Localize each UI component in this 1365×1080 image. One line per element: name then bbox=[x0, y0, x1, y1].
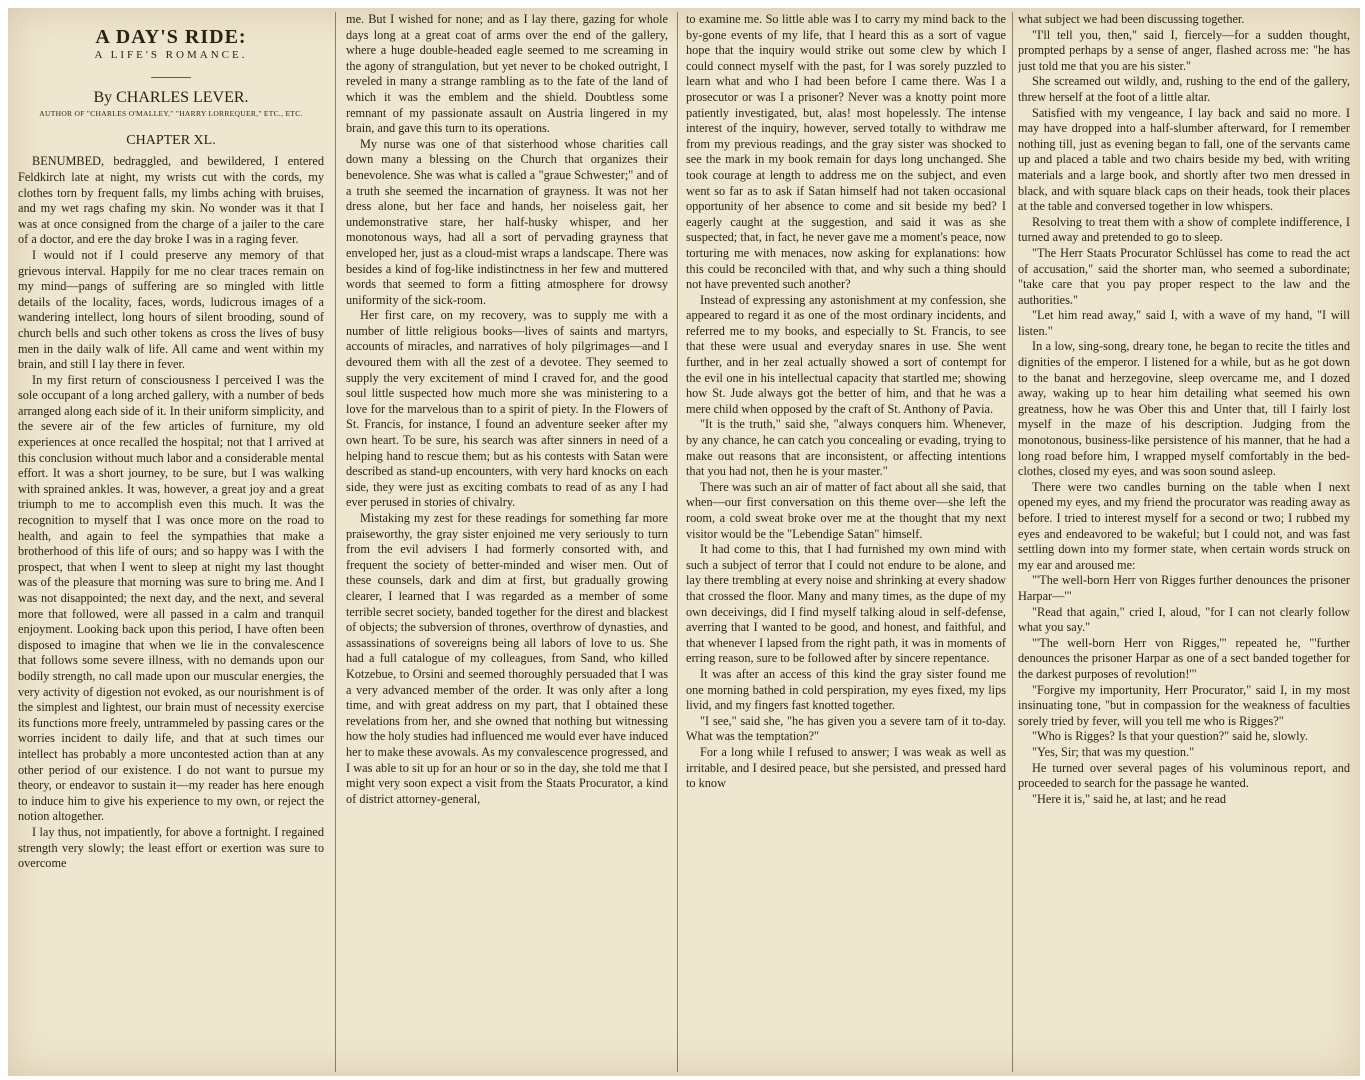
paragraph: I lay thus, not impatiently, for above a fortnight. I regained strength very slowly; the least effort or exertion was sure to overcome bbox=[18, 824, 324, 871]
paragraph: Satisfied with my vengeance, I lay back and said no more. I may have dropped into a half-slumber afterward, for I remember nothing till, just as evening began to fall, one of the servants came up and placed a table and two chairs beside my bed, with writing materials and a large book, and shortly after two men dressed in black, and with square black caps on their heads, took their places at the table and conversed together in low whispers. bbox=[1018, 105, 1350, 214]
paragraph: to examine me. So little able was I to carry my mind back to the by-gone events of my life, that I heard this as a sort of vague hope that the inquiry would strike out some clew by which I could connect myself with the past, for I was sorely puzzled to learn what and who I had been before I came there. Was I a prosecutor or was I a prisoner? Never was a knotty point more patiently investigated, but, alas! most hopelessly. The intense interest of the inquiry, however, served totally to withdraw me from my previous readings, and the gray sister was shocked to see the mark in my book remain for days long unchanged. She took courage at length to address me on the subject, and even went so far as to ask if Satan himself had not taken occasional opportunity of her absence to come and sit beside my bed? I eagerly caught at the suggestion, and said it was as she suspected; that, in fact, he never gave me a moment's peace, now torturing me with menaces, now asking for explanations: how this could be reconciled with that, and why such a thing should not have prevented such another? bbox=[686, 12, 1006, 292]
chapter-heading: CHAPTER XL. bbox=[126, 132, 216, 148]
paragraph: She screamed out wildly, and, rushing to the end of the gallery, threw herself at the foot of a little altar. bbox=[1018, 74, 1350, 104]
paragraph: Mistaking my zest for these readings for something far more praiseworthy, the gray sister enjoined me very seriously to turn from the evil advisers I had formerly consorted with, and frequent the society of better-minded and wiser men. Out of these counsels, dark and dim at first, but gradually growing clearer, I learned that I was regarded as a member of some terrible secret society, banded together for the direst and blackest of objects; the subversion of thrones, overthrow of dynasties, and assassinations of sovereigns being all labors of love to us. She had a full catalogue of my colleagues, from Sand, who killed Kotzebue, to Orsini and seemed thoroughly persuaded that I was a very advanced member of the order. It was only after a long time, and with great address on my part, that I obtained these revelations from her, and she owned that nothing but witnessing how the holy studies had influenced me would ever have induced her to make these avowals. As my convalescence progressed, and I was able to sit up for an hour or so in the day, she told me that I might very soon expect a visit from the Staats Procurator, a kind of district attorney-general, bbox=[346, 511, 668, 806]
paragraph: There was such an air of matter of fact about all she said, that when—our first conversation on this theme over—she left the room, a cold sweat broke over me at the thought that my next visitor would be the "Lebendige Satan" himself. bbox=[686, 479, 1006, 541]
paragraph: In my first return of consciousness I perceived I was the sole occupant of a long arched gallery, with a number of beds arranged along each side of it. In their uniform simplicity, and the severe air of the few articles of furniture, my old experiences at once recalled the hospital; not that I arrived at this conclusion without much labor and a considerable mental effort. It was a short journey, to be sure, but I was walking with sprained ankles. It was, however, a great joy and a great triumph to me to accomplish even this much. It was the recognition to myself that I was once more on the road to health, and again to feel the sympathies that make a brotherhood of this life of ours; and so happy was I with the prospect, that when I went to sleep at night my last thought was of the pleasure that morning was sure to bring me. And I was not disappointed; the next day, and the next, and several more that followed, were all passed in a calm and tranquil enjoyment. Looking back upon this period, I have often been disposed to imagine that when we lie in the convalescence that follows some severe illness, with no demands upon our bodily strength, no call made upon our muscular energies, the very activity of digestion not evoked, as our nourishment is of the simplest and lightest, our brain must of necessity exercise its functions more freely, untrammeled by passing cares or the worries incident to daily life, and that at such times our intellect has probably a more uncontested action than at any other period of our existence. I do not want to pursue my theory, or endeavor to sustain it—my reader has here enough to induce him to give his experience to my own, or reject the notion altogether. bbox=[18, 372, 324, 824]
column-rule bbox=[335, 12, 336, 1072]
paragraph: There were two candles burning on the table when I next opened my eyes, and my friend the procurator was reading away as before. I tried to interest myself for a second or two; I rubbed my eyes and endeavored to be wakeful; but I could not, and was fast settling down into my former state, when certain words struck on my ear and aroused me: bbox=[1018, 479, 1350, 572]
column-2 bbox=[346, 12, 668, 1072]
column-rule bbox=[1012, 12, 1013, 1072]
article-title: A DAY'S RIDE: bbox=[95, 26, 247, 48]
paragraph: "Yes, Sir; that was my question." bbox=[1032, 744, 1195, 759]
paragraph: My nurse was one of that sisterhood whose charities call down many a blessing on the Church that organizes their benevolence. She was what is called a "graue Schwester;" and of a truth she seemed the incarnation of grayness. It was not her dress alone, but her face and hands, her noiseless gait, her undemonstrative stare, her half-husky whisper, and her monotonous ways, had all a sort of pervading grayness that enveloped her, just as a cloud-mist wraps a landscape. There was besides a kind of fog-like indistinctness in her few and muttered words that seemed to form a fitting atmosphere for drowsy uniformity of the sick-room. bbox=[346, 136, 668, 307]
paragraph: "'The well-born Herr von Rigges further denounces the prisoner Harpar—'" bbox=[1018, 573, 1350, 603]
column-3 bbox=[686, 12, 1006, 1072]
paragraph: "It is the truth," said she, "always conquers him. Whenever, by any chance, he can catch you concealing or evading, trying to make out reasons that are inconsistent, or affecting intentions that you had not, then he is your master." bbox=[686, 417, 1006, 479]
paragraph: "I'll tell you, then," said I, fiercely—for a sudden thought, prompted perhaps by a sense of anger, flashed across me: "he has just told me that you are his sister." bbox=[1018, 27, 1350, 73]
column-rule bbox=[677, 12, 678, 1072]
paragraph: "Read that again," cried I, aloud, "for I can not clearly follow what you say." bbox=[1018, 604, 1350, 635]
paragraph: Her first care, on my recovery, was to supply me with a number of little religious books—lives of saints and martyrs, accounts of miracles, and narratives of holy pilgrimages—and I devoured them with all the zest of a devotee. They seemed to supply the very excitement of mind I craved for, and the good soul little suspected how much more she was ministering to a love for the marvelous than to a spirit of piety. In the Flowers of St. Francis, for instance, I found an adventure seeker after my own heart. To be sure, his search was after sinners in need of a helping hand to rescue them; but as his contests with Satan were described as stand-up encounters, with very hard knocks on each side, they were just as exciting combats to read of as any I had ever perused in stories of chivalry. bbox=[346, 308, 668, 510]
paragraph: "Who is Rigges? Is that your question?" said he, slowly. bbox=[1032, 729, 1308, 744]
column-1 bbox=[18, 12, 324, 1072]
paragraph: "I see," said she, "he has given you a severe tarn of it to-day. What was the temptation?" bbox=[686, 713, 1006, 744]
author-note: AUTHOR OF "CHARLES O'MALLEY," "HARRY LORREQUER," ETC., ETC. bbox=[39, 108, 303, 118]
newspaper-clipping bbox=[8, 8, 1360, 1076]
article-byline: By CHARLES LEVER. bbox=[93, 89, 249, 107]
paragraph: "Forgive my importunity, Herr Procurator," said I, in my most insinuating tone, "but in compassion for the weakness of faculties sorely tried by fever, will you tell me who is Rigges?" bbox=[1018, 682, 1350, 728]
paragraph: Instead of expressing any astonishment at my confession, she appeared to regard it as one of the most ordinary incidents, and referred me to my books, and especially to St. Francis, to see that these were usual and everyday snares in use. She went further, and in her zeal actually showed a sort of contempt for the evil one in his intellectual capacity that startled me; showing how St. Jude always got the better of him, and that he was a mere child when opposed by the craft of St. Anthony of Pavia. bbox=[686, 292, 1006, 416]
paragraph: what subject we had been discussing together. bbox=[1018, 12, 1245, 26]
paragraph: It was after an access of this kind the gray sister found me one morning bathed in cold perspiration, my eyes fixed, my lips livid, and my fingers fast knotted together. bbox=[686, 666, 1006, 713]
paragraph: It had come to this, that I had furnished my own mind with such a subject of terror that I could not endure to be alone, and lay there trembling at every noise and shrinking at every shadow that crossed the floor. Many and many times, as the dupe of my own deceivings, did I find myself talking aloud in self-defense, averring that I wanted to be good, and honest, and faithful, and that whenever I lapsed from the right path, it was in moments of erring reason, sure to be followed after by sincere repentance. bbox=[686, 542, 1006, 666]
paragraph: BENUMBED, bedraggled, and bewildered, I entered Feldkirch late at night, my wrists cut with the cords, my clothes torn by frequent falls, my limbs aching with bruises, and my wet rags chafing my skin. No wonder was it that I was at once consigned from the charge of a jailer to the care of a doctor, and ere the day broke I was in a raging fever. bbox=[18, 154, 324, 247]
article-subtitle: A LIFE'S ROMANCE. bbox=[94, 48, 248, 61]
paragraph: I would not if I could preserve any memory of that grievous interval. Happily for me no clear traces remain on my mind—pangs of suffering are so mingled with little details of the locality, faces, words, ludicrous images of a wandering intellect, long hours of silent brooding, sound of church bells and such other tokens as cross the lives of busy men in the daily walk of life. All came and went within my brain, and still I lay there in fever. bbox=[18, 247, 324, 372]
column-4 bbox=[1018, 12, 1350, 1072]
paragraph: "Let him read away," said I, with a wave of my hand, "I will listen." bbox=[1018, 308, 1350, 338]
paragraph: me. But I wished for none; and as I lay there, gazing for whole days long at a great coat of arms over the end of the gallery, where a huge double-headed eagle seemed to me screaming in the agony of strangulation, but yet never to be choked outright, I reveled in many a strange rambling as to the fate of the land of which it was the emblem and the shield. Doubtless some remnant of my passionate assault on Austria lingered in my brain, and gave this turn to its operations. bbox=[346, 12, 668, 136]
paragraph: "'The well-born Herr von Rigges,'" repeated he, "'further denounces the prisoner Harpar as one of a sect banded together for the darkest purposes of revolution!'" bbox=[1018, 635, 1350, 681]
title-divider bbox=[151, 77, 191, 78]
paragraph: In a low, sing-song, dreary tone, he began to recite the titles and dignities of the emperor. I listened for a while, but as he got down to the banat and herzegovine, sleep overcame me, and I dozed away, waking up to hear him detailing what seemed his own greatness, how he was Ober this and Unter that, till I fairly lost myself in the maze of his description. Judging from the monotonous, business-like persistence of his manner, that he had a long road before him, I wrapped myself comfortably in the bed-clothes, closed my eyes, and was soon sound asleep. bbox=[1018, 339, 1350, 479]
paragraph: He turned over several pages of his voluminous report, and proceeded to search for the passage he wanted. bbox=[1018, 760, 1350, 791]
paragraph: "The Herr Staats Procurator Schlüssel has come to read the act of accusation," said the shorter man, who seemed a subordinate; "take care that you pay proper respect to the law and the authorities." bbox=[1018, 245, 1350, 307]
paragraph: For a long while I refused to answer; I was weak as well as irritable, and I desired peace, but she persisted, and pressed hard to know bbox=[686, 744, 1006, 791]
paragraph: Resolving to treat them with a show of complete indifference, I turned away and pretended to go to sleep. bbox=[1018, 214, 1350, 245]
paragraph: "Here it is," said he, at last; and he read bbox=[1032, 791, 1227, 806]
